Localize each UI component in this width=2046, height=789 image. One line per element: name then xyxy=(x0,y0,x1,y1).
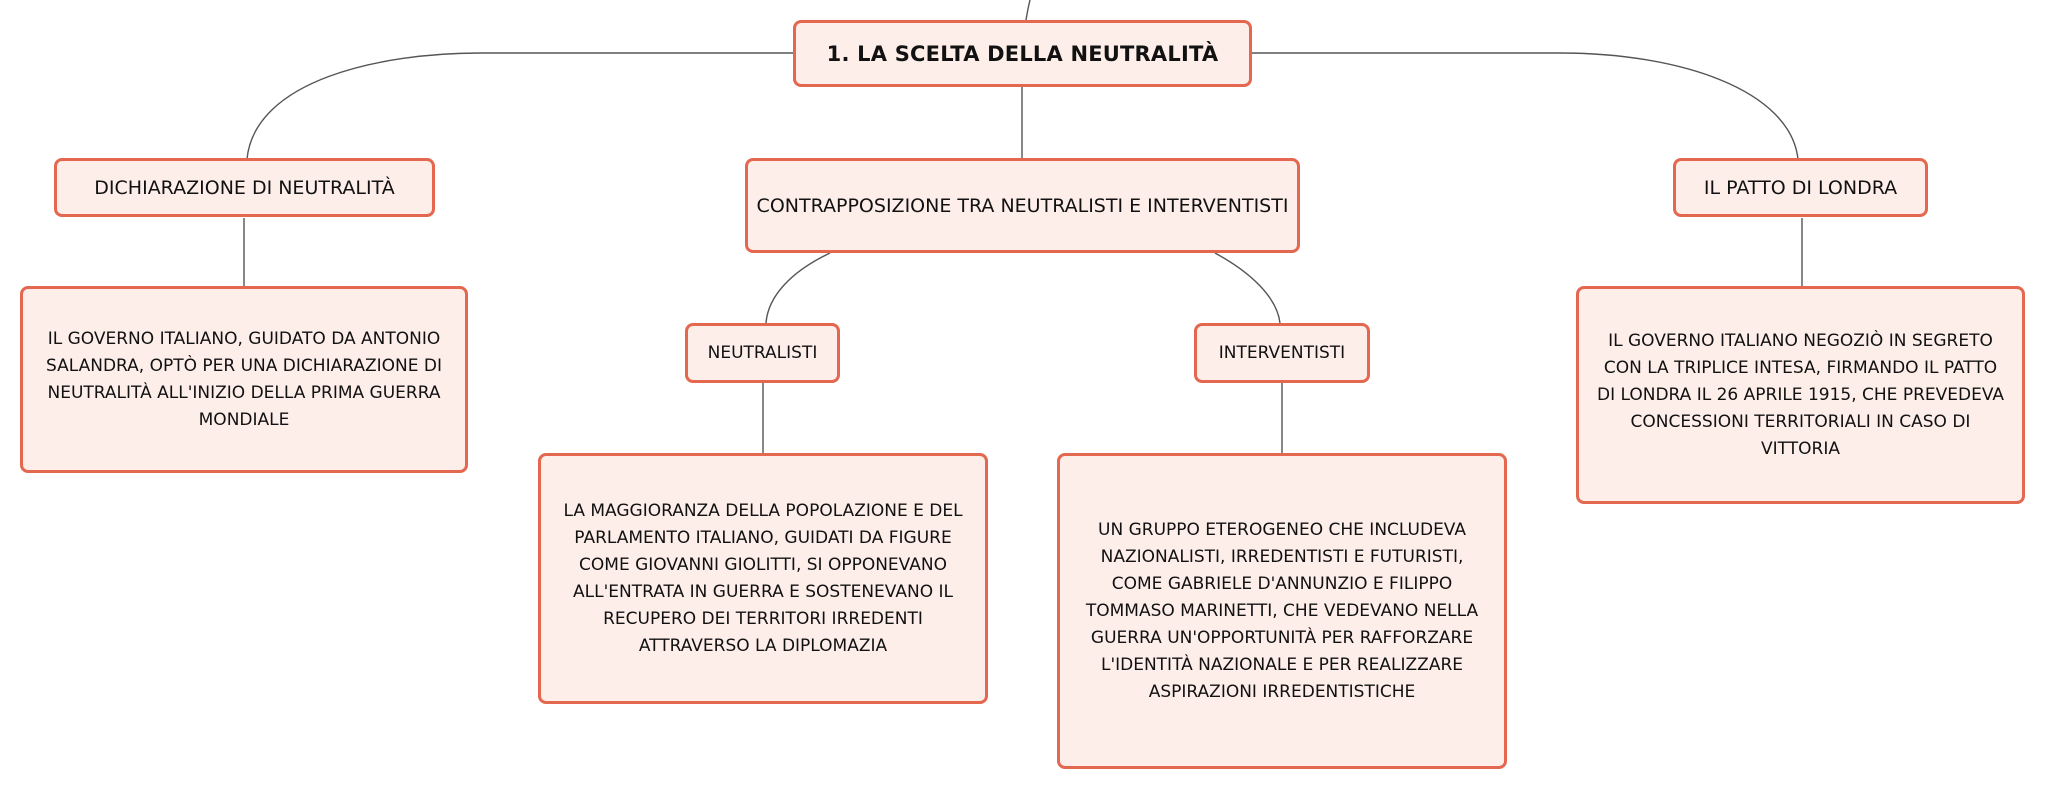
detail-text: LA MAGGIORANZA DELLA POPOLAZIONE E DEL PARLAMENTO ITALIANO, GUIDATI DA FIGURE COME GIOVANNI GIOLITTI, SI OPPONEVANO ALL'ENTRATA IN GUERRA E SOSTENEVANO IL RECUPERO DEI TERRITORI IRREDENTI ATTRAVERSO LA DIPLOMAZIA xyxy=(563,500,963,656)
connector-root-to-dichiarazione xyxy=(247,53,793,159)
connector-contrapposizione-to-interventisti xyxy=(1215,253,1280,323)
detail-dichiarazione[interactable] xyxy=(20,286,468,473)
detail-text: IL GOVERNO ITALIANO NEGOZIÒ IN SEGRETO CON LA TRIPLICE INTESA, FIRMANDO IL PATTO DI LONDRA IL 26 APRILE 1915, CHE PREVEDEVA CONCESSIONI TERRITORIALI IN CASO DI VITTORIA xyxy=(1596,330,2004,459)
topic-label: CONTRAPPOSIZIONE TRA NEUTRALISTI E INTERVENTISTI xyxy=(756,194,1289,217)
root-label: 1. LA SCELTA DELLA NEUTRALITÀ xyxy=(826,41,1219,66)
subtopic-interventisti[interactable] xyxy=(1194,323,1370,383)
topic-patto-di-londra[interactable] xyxy=(1673,158,1928,217)
topic-label: DICHIARAZIONE DI NEUTRALITÀ xyxy=(94,176,395,199)
topic-contrapposizione[interactable] xyxy=(745,158,1300,253)
topic-label: IL PATTO DI LONDRA xyxy=(1703,176,1898,199)
connector-root-to-patto xyxy=(1252,53,1798,159)
connector-parent-to-root xyxy=(1026,0,1030,20)
detail-neutralisti[interactable] xyxy=(538,453,988,704)
root-node[interactable] xyxy=(793,20,1252,87)
detail-text: UN GRUPPO ETEROGENEO CHE INCLUDEVA NAZIONALISTI, IRREDENTISTI E FUTURISTI, COME GABRIELE D'ANNUNZIO E FILIPPO TOMMASO MARINETTI, CHE VEDEVANO NELLA GUERRA UN'OPPORTUNITÀ PER RAFFORZARE L'IDENTITÀ NAZIONALE E PER REALIZZARE ASPIRAZIONI IRREDENTISTICHE xyxy=(1085,519,1479,702)
detail-text: IL GOVERNO ITALIANO, GUIDATO DA ANTONIO SALANDRA, OPTÒ PER UNA DICHIARAZIONE DI NEUTRALITÀ ALL'INIZIO DELLA PRIMA GUERRA MONDIALE xyxy=(46,328,442,430)
subtopic-neutralisti[interactable] xyxy=(685,323,840,383)
topic-dichiarazione-di-neutralita[interactable] xyxy=(54,158,435,217)
subtopic-label: NEUTRALISTI xyxy=(707,343,818,363)
connector-contrapposizione-to-neutralisti xyxy=(766,253,830,323)
detail-interventisti[interactable] xyxy=(1057,453,1507,769)
detail-patto-di-londra[interactable] xyxy=(1576,286,2025,504)
subtopic-label: INTERVENTISTI xyxy=(1218,343,1346,363)
